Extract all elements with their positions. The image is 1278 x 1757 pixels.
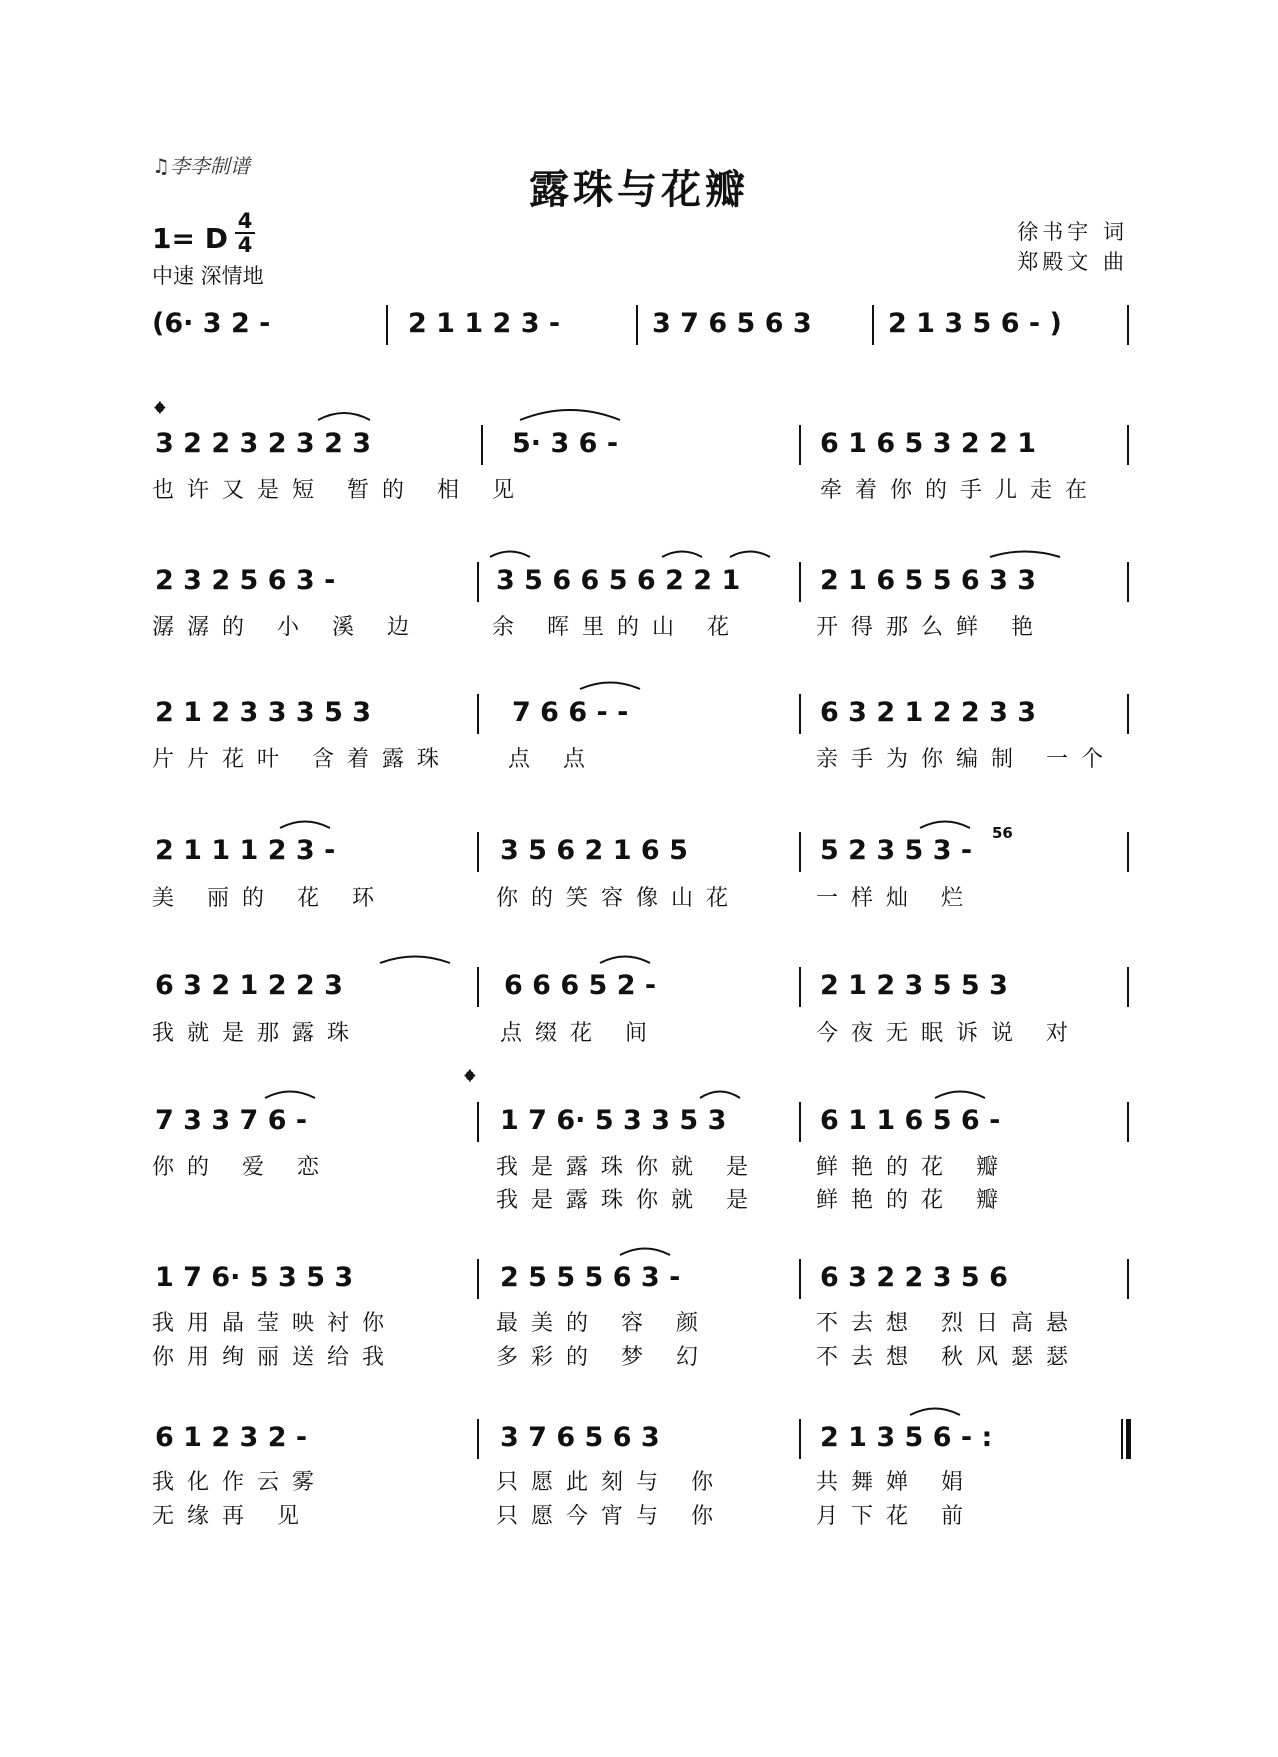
measure-7-3: 6 3 2 2 3 5 6 xyxy=(820,1262,1008,1293)
measure-2-1: 2 3 2 5 6 3 - xyxy=(155,565,336,596)
grace-notes: 56 xyxy=(992,824,1013,842)
measure-7-2: 2 5 5 5 6 3 - xyxy=(500,1262,681,1293)
measure-0-4: 2 1 3 5 6 - ) xyxy=(888,308,1062,339)
segno-sign: 𝄌 xyxy=(155,396,165,429)
lyrics-8-3: 共舞婵 娟 xyxy=(816,1470,976,1495)
lyrics-7-3-verse2: 不去想 秋风瑟瑟 xyxy=(816,1345,1081,1370)
lyrics-6-1: 你的 爱 恋 xyxy=(152,1155,332,1180)
lyrics-7-1: 我用晶莹映衬你 xyxy=(152,1311,398,1336)
measure-8-1: 6 1 2 3 2 - xyxy=(155,1422,308,1453)
measure-3-1: 2 1 2 3 3 3 5 3 xyxy=(155,697,372,728)
measure-0-1: (6· 3 2 - xyxy=(152,308,271,339)
lyrics-7-3: 不去想 烈日高悬 xyxy=(816,1311,1081,1336)
time-signature-bottom: 4 xyxy=(237,233,253,257)
tempo-marking: 中速 深情地 xyxy=(152,264,264,288)
measure-2-2: 3 5 6 6 5 6 2 2 1 xyxy=(496,565,741,596)
measure-5-3: 2 1 2 3 5 5 3 xyxy=(820,970,1008,1001)
key-signature: 1= D xyxy=(152,222,228,255)
lyrics-1-1: 也许又是短 暂的 相 见 xyxy=(152,478,527,503)
measure-6-3: 6 1 1 6 5 6 - xyxy=(820,1105,1001,1136)
measure-4-2: 3 5 6 2 1 6 5 xyxy=(500,835,688,866)
measure-8-3: 2 1 3 5 6 - : xyxy=(820,1422,993,1453)
measure-6-1: 7 3 3 7 6 - xyxy=(155,1105,308,1136)
lyrics-3-3: 亲手为你编制 一个 xyxy=(816,747,1116,772)
measure-4-3: 5 2 3 5 3 - xyxy=(820,835,973,866)
lyrics-8-1-verse2: 无缘再 见 xyxy=(152,1504,312,1529)
lyrics-6-2: 我是露珠你就 是 xyxy=(496,1155,761,1180)
time-signature-top: 4 xyxy=(237,209,253,233)
lyrics-2-1: 潺潺的 小 溪 边 xyxy=(152,615,422,640)
measure-5-1: 6 3 2 1 2 2 3 xyxy=(155,970,343,1001)
lyrics-4-3: 一样灿 烂 xyxy=(816,886,976,911)
measure-5-2: 6 6 6 5 2 - xyxy=(504,970,657,1001)
lyrics-2-3: 开得那么鲜 艳 xyxy=(816,615,1046,640)
measure-6-2: 1 7 6· 5 3 3 5 3 xyxy=(500,1105,727,1136)
measure-0-3: 3 7 6 5 6 3 xyxy=(652,308,812,339)
lyrics-6-3-verse2: 鲜艳的花 瓣 xyxy=(816,1188,1011,1213)
song-title: 露珠与花瓣 xyxy=(529,167,749,213)
measure-3-3: 6 3 2 1 2 2 3 3 xyxy=(820,697,1037,728)
lyrics-5-3: 今夜无眠诉说 对 xyxy=(816,1021,1081,1046)
measure-1-3: 6 1 6 5 3 2 2 1 xyxy=(820,428,1037,459)
measure-3-2: 7 6 6 - - xyxy=(512,697,629,728)
lyrics-4-1: 美 丽的 花 环 xyxy=(152,886,387,911)
measure-0-2: 2 1 1 2 3 - xyxy=(408,308,561,339)
lyrics-8-2-verse2: 只愿今宵与 你 xyxy=(496,1504,726,1529)
lyrics-7-2-verse2: 多彩的 梦 幻 xyxy=(496,1345,711,1370)
measure-4-1: 2 1 1 1 2 3 - xyxy=(155,835,336,866)
lyrics-5-2: 点缀花 间 xyxy=(500,1021,660,1046)
measure-8-2: 3 7 6 5 6 3 xyxy=(500,1422,660,1453)
lyrics-6-3: 鲜艳的花 瓣 xyxy=(816,1155,1011,1180)
lyrics-3-1: 片片花叶 含着露珠 xyxy=(152,747,452,772)
lyrics-5-1: 我就是那露珠 xyxy=(152,1021,363,1046)
lyrics-1-2: 牵着你的手儿走在 xyxy=(820,478,1101,503)
lyrics-4-2: 你的笑容像山花 xyxy=(496,886,742,911)
measure-1-1: 3 2 2 3 2 3 2 3 xyxy=(155,428,372,459)
transcriber-credit: ♫李李制谱 xyxy=(152,154,250,178)
lyrics-8-3-verse2: 月下花 前 xyxy=(816,1504,976,1529)
lyrics-8-1: 我化作云雾 xyxy=(152,1470,328,1495)
measure-7-1: 1 7 6· 5 3 5 3 xyxy=(155,1262,354,1293)
measure-1-2: 5· 3 6 - xyxy=(512,428,619,459)
lyricist-credit: 徐书宇 词 xyxy=(1017,220,1128,244)
lyrics-7-1-verse2: 你用绚丽送给我 xyxy=(152,1345,398,1370)
lyrics-3-2: 点 点 xyxy=(508,747,598,772)
lyrics-6-2-verse2: 我是露珠你就 是 xyxy=(496,1188,761,1213)
lyrics-7-2: 最美的 容 颜 xyxy=(496,1311,711,1336)
composer-credit: 郑殿文 曲 xyxy=(1017,250,1128,274)
lyrics-8-2: 只愿此刻与 你 xyxy=(496,1470,726,1495)
measure-2-3: 2 1 6 5 5 6 3 3 xyxy=(820,565,1037,596)
lyrics-2-2: 余 晖里的山 花 xyxy=(492,615,742,640)
segno-sign-2: 𝄌 xyxy=(465,1064,475,1097)
